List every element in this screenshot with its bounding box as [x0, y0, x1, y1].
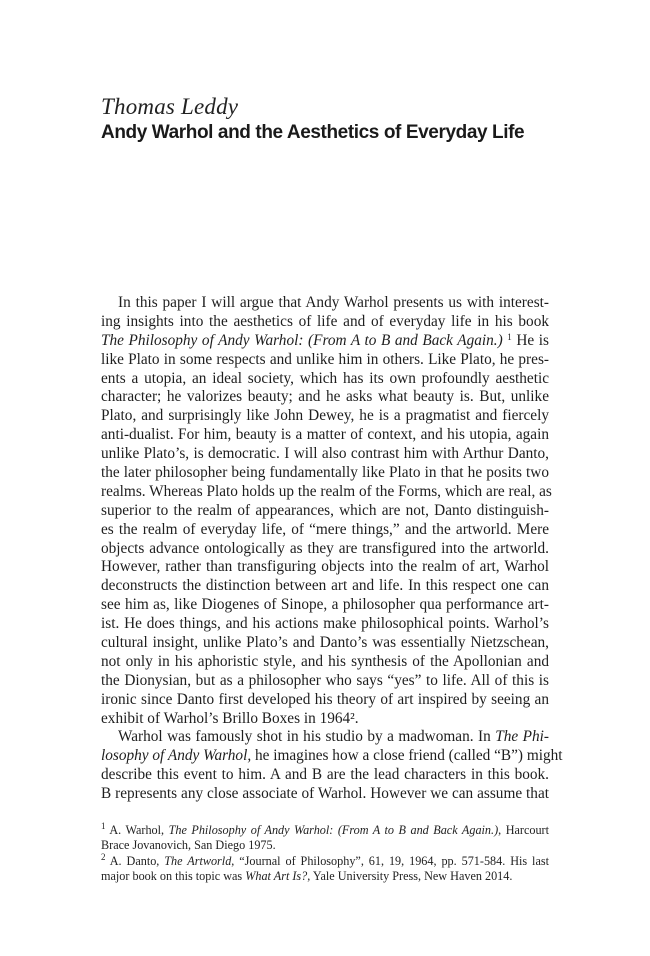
body-line: ents a utopia, an ideal society, which has its own profoundly aesthetic	[101, 369, 549, 387]
body-line: like Plato in some respects and unlike him in others. Like Plato, he pres-	[101, 350, 549, 368]
author-name: Thomas Leddy	[101, 94, 239, 119]
body-line: exhibit of Warhol’s Brillo Boxes in 1964².	[101, 709, 359, 727]
body-line: B represents any close associate of Warhol. However we can assume that	[101, 785, 549, 803]
book-title-italic: losophy of Andy Warhol,	[101, 747, 252, 765]
body-line-book-title: The Philosophy of Andy Warhol: (From A to B and Back Again.) $^1$ He is	[101, 331, 549, 349]
footnote-2-cont: major book on this topic was What Art Is?, Yale University Press, New Haven 2014.	[101, 869, 513, 884]
body-line: unlike Plato’s, is democratic. I will also contrast him with Arthur Danto,	[101, 445, 549, 463]
body-line: In this paper I will argue that Andy Warhol presents us with interest-	[118, 294, 549, 311]
body-line: ironic since Danto first developed his theory of art inspired by seeing an	[101, 690, 549, 708]
book-title-italic: The Philosophy of Andy Warhol: (From A to B and Back Again.)	[101, 331, 503, 349]
body-line: superior to the realm of appearances, which are not, Danto distinguish-	[101, 501, 549, 519]
body-line: deconstructs the distinction between art and life. In this respect one can	[101, 577, 549, 595]
article-title: Andy Warhol and the Aesthetics of Everyday Life	[101, 122, 525, 143]
footnotes	[101, 823, 549, 885]
footnote-1-cont: Brace Jovanovich, San Diego 1975.	[101, 838, 276, 853]
body-line: anti-dualist. For him, beauty is a matter of context, and his utopia, again	[101, 426, 549, 444]
body-line: objects advance ontologically as they are transfigured into the artworld.	[101, 539, 549, 557]
footnote-1: $^1$ A. Warhol, The Philosophy of Andy Warhol: (From A to B and Back Again.), Harcourt	[101, 821, 550, 837]
footnote-italic: The Philosophy of Andy Warhol: (From A to B and Back Again.)	[168, 823, 499, 837]
body-line: Plato, and surprisingly like John Dewey, he is a pragmatist and fiercely	[101, 407, 549, 425]
body-line: ist. He does things, and his actions make philosophical points. Warhol’s	[101, 615, 549, 633]
body-line: realms. Whereas Plato holds up the realm of the Forms, which are real, as	[101, 482, 552, 500]
body-line-italic: Warhol was famously shot in his studio by a madwoman. In The Phi-	[118, 728, 549, 746]
book-title-italic: The Phi-	[495, 728, 549, 746]
body-line-italic: losophy of Andy Warhol, he imagines how a close friend (called “B”) might	[101, 747, 563, 765]
body-line: cultural insight, unlike Plato’s and Danto’s was essentially Nietzschean,	[101, 634, 549, 652]
body-line: the Dionysian, but as a philosopher who says “yes” to life. All of this is	[101, 671, 549, 689]
body-line: not only in his aphoristic style, and his synthesis of the Apollonian and	[101, 652, 549, 670]
body-line: es the realm of everyday life, of “mere things,” and the artworld. Mere	[101, 520, 549, 538]
body-line: see him as, like Diogenes of Sinope, a philosopher qua performance art-	[101, 596, 549, 614]
body-text	[101, 294, 563, 804]
body-line: character; he valorizes beauty; and he asks what beauty is. But, unlike	[101, 388, 549, 406]
footnote-italic: The Artworld	[164, 853, 232, 868]
footnote-2: $^2$ A. Danto, The Artworld, “Journal of Philosophy”, 61, 19, 1964, pp. 571-584. His last	[101, 851, 549, 868]
body-line: the later philosopher being fundamentally like Plato in that he posits two	[101, 464, 549, 482]
body-line: However, rather than transfiguring objects into the realm of art, Warhol	[101, 558, 549, 576]
body-line: ing insights into the aesthetics of life and of everyday life in his book	[101, 312, 549, 330]
footnote-italic: What Art Is?	[245, 869, 308, 884]
body-line: describe this event to him. A and B are the lead characters in this book.	[101, 766, 549, 784]
